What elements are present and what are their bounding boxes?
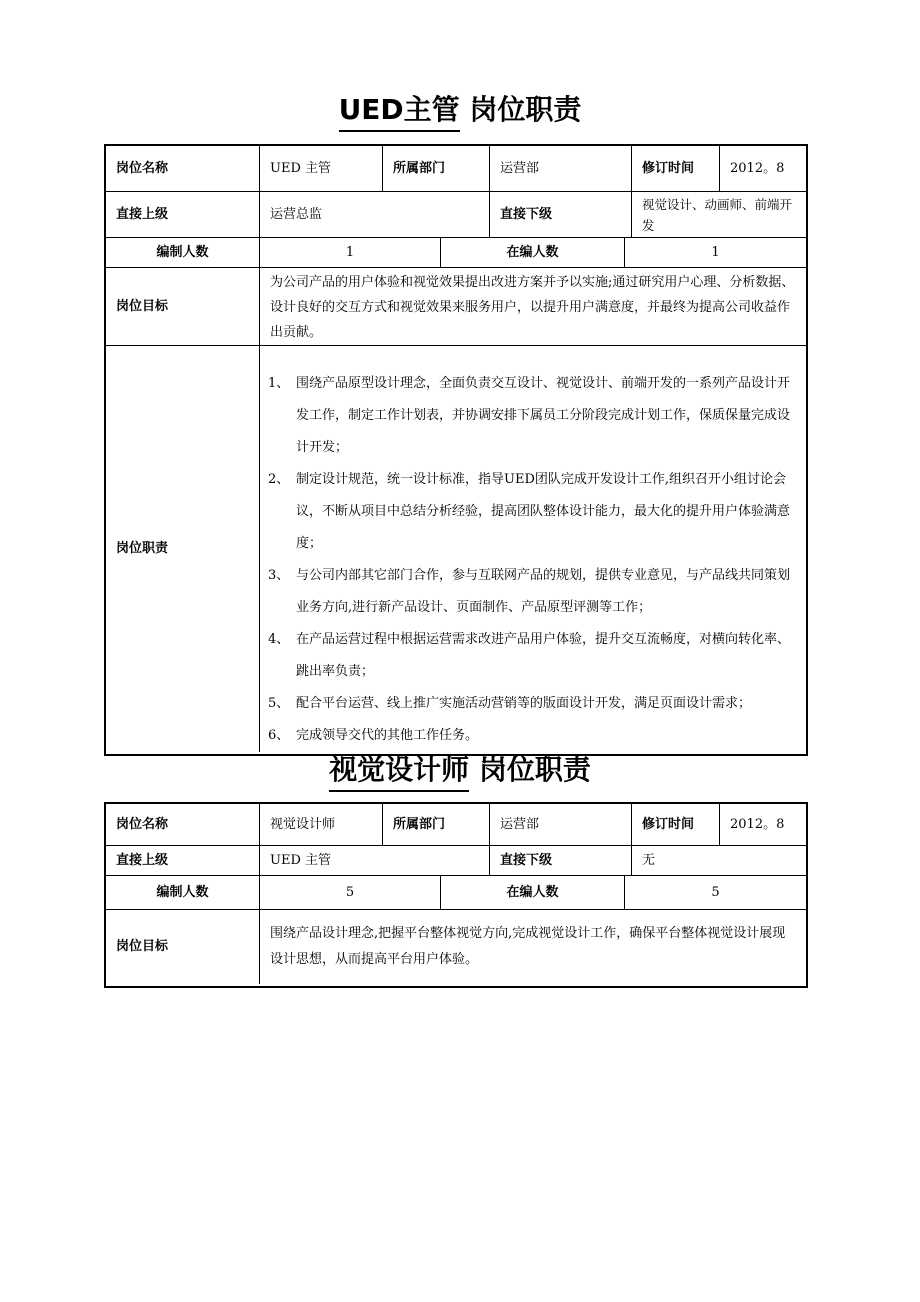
section2-table xyxy=(104,802,808,988)
duty-text: 围绕产品原型设计理念，全面负责交互设计、视觉设计、前端开发的一系列产品设计开发工作，制定工作计划表，并协调安排下属员工分阶段完成计划工作，保质保量完成设计开发； xyxy=(296,376,791,455)
subordinate-label: 直接下级 xyxy=(490,846,632,876)
revised-value: 2012。8 xyxy=(720,804,806,846)
headcount-value: 5 xyxy=(260,876,441,910)
duty-number: 6、 xyxy=(268,728,290,743)
superior-label: 直接上级 xyxy=(106,192,260,238)
goal-text: 围绕产品设计理念,把握平台整体视觉方向,完成视觉设计工作，确保平台整体视觉设计展现设计思想，从而提高平台用户体验。 xyxy=(270,926,786,967)
duties-list xyxy=(260,346,806,752)
duty-item xyxy=(268,624,796,688)
position-name-label: 岗位名称 xyxy=(106,146,260,192)
duty-item xyxy=(268,368,796,464)
onstaff-label: 在编人数 xyxy=(441,238,625,268)
superior-value: 运营总监 xyxy=(260,192,490,238)
onstaff-value: 5 xyxy=(625,876,806,910)
duty-number: 3、 xyxy=(268,568,290,583)
revised-value: 2012。8 xyxy=(720,146,806,192)
goal-text: 为公司产品的用户体验和视觉效果提出改进方案并予以实施;通过研究用户心理、分析数据、设计良好的交互方式和视觉效果来服务用户，以提升用户满意度，并最终为提高公司收益作出贡献。 xyxy=(260,268,806,346)
duty-item xyxy=(268,688,796,720)
section2-title xyxy=(0,752,920,792)
duty-text: 配合平台运营、线上推广实施活动营销等的版面设计开发，满足页面设计需求； xyxy=(296,696,752,711)
headcount-label: 编制人数 xyxy=(106,876,260,910)
headcount-label: 编制人数 xyxy=(106,238,260,268)
goal-label: 岗位目标 xyxy=(106,910,260,984)
duty-number: 4、 xyxy=(268,632,290,647)
duty-number: 5、 xyxy=(268,696,290,711)
section2-title-underlined: 视觉设计师 xyxy=(329,752,469,792)
department-label: 所属部门 xyxy=(383,146,490,192)
superior-label: 直接上级 xyxy=(106,846,260,876)
onstaff-value: 1 xyxy=(625,238,806,268)
section1-table xyxy=(104,144,808,756)
subordinate-value: 视觉设计、动画师、前端开发 xyxy=(632,192,806,238)
duty-number: 2、 xyxy=(268,472,290,487)
subordinate-label: 直接下级 xyxy=(490,192,632,238)
position-name-value: UED 主管 xyxy=(260,146,383,192)
duties-label: 岗位职责 xyxy=(106,346,260,752)
duty-number: 1、 xyxy=(268,376,290,391)
section1-title-underlined: UED主管 xyxy=(339,92,460,132)
revised-label: 修订时间 xyxy=(632,146,720,192)
headcount-value: 1 xyxy=(260,238,441,268)
position-name-label: 岗位名称 xyxy=(106,804,260,846)
duty-text: 完成领导交代的其他工作任务。 xyxy=(296,728,479,743)
superior-value: UED 主管 xyxy=(260,846,490,876)
duty-text: 在产品运营过程中根据运营需求改进产品用户体验，提升交互流畅度，对横向转化率、跳出率负责； xyxy=(296,632,791,679)
department-label: 所属部门 xyxy=(383,804,490,846)
position-name-value: 视觉设计师 xyxy=(260,804,383,846)
duty-item xyxy=(268,720,796,752)
onstaff-label: 在编人数 xyxy=(441,876,625,910)
section2-title-rest: 岗位职责 xyxy=(469,753,591,786)
department-value: 运营部 xyxy=(490,804,632,846)
section1-title xyxy=(0,92,920,132)
goal-label: 岗位目标 xyxy=(106,268,260,346)
duty-text: 制定设计规范，统一设计标准，指导UED团队完成开发设计工作,组织召开小组讨论会议，不断从项目中总结分析经验，提高团队整体设计能力，最大化的提升用户体验满意度； xyxy=(296,472,791,551)
subordinate-value: 无 xyxy=(632,846,806,876)
revised-label: 修订时间 xyxy=(632,804,720,846)
department-value: 运营部 xyxy=(490,146,632,192)
section1-title-rest: 岗位职责 xyxy=(459,93,582,126)
duty-item xyxy=(268,560,796,624)
duty-item xyxy=(268,464,796,560)
duty-text: 与公司内部其它部门合作，参与互联网产品的规划，提供专业意见，与产品线共同策划业务方向,进行新产品设计、页面制作、产品原型评测等工作； xyxy=(296,568,791,615)
